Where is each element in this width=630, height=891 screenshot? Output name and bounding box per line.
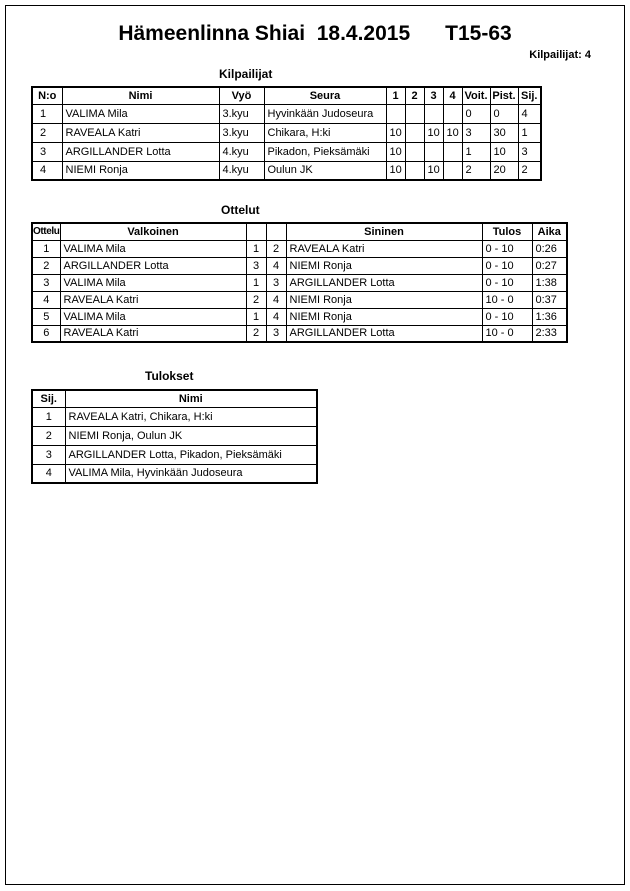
page-title: Hämeenlinna Shiai 18.4.2015 T15-63 [118, 22, 512, 45]
cell: ARGILLANDER Lotta [62, 142, 219, 161]
table-row [32, 123, 541, 142]
cell: 2:33 [532, 325, 567, 342]
table-row [32, 464, 317, 483]
table-row [32, 445, 317, 464]
cell: 1 [32, 104, 62, 123]
cell: 2 [266, 240, 286, 257]
table-row [32, 308, 567, 325]
cell: Chikara, H:ki [264, 123, 386, 142]
table-row [32, 142, 541, 161]
column-header: N:o [32, 87, 62, 104]
cell: 0:37 [532, 291, 567, 308]
cell: 1 [462, 142, 490, 161]
cell: 3.kyu [219, 123, 264, 142]
table-row [32, 274, 567, 291]
kilpailijat-caption: Kilpailijat [219, 67, 273, 81]
cell: VALIMA Mila [60, 274, 246, 291]
cell [405, 161, 424, 180]
cell: ARGILLANDER Lotta [286, 274, 482, 291]
cell: 2 [462, 161, 490, 180]
column-header: 1 [386, 87, 405, 104]
column-header: Valkoinen [60, 223, 246, 240]
cell [405, 104, 424, 123]
cell [386, 104, 405, 123]
cell: 0:26 [532, 240, 567, 257]
cell: 10 [386, 161, 405, 180]
cell: 4 [266, 308, 286, 325]
cell: ARGILLANDER Lotta, Pikadon, Pieksämäki [65, 445, 317, 464]
cell: 0:27 [532, 257, 567, 274]
cell: 1 [32, 240, 60, 257]
cell [443, 104, 462, 123]
ottelut-table [31, 222, 568, 343]
column-header: Voit. [462, 87, 490, 104]
cell [405, 142, 424, 161]
column-header: Sij. [32, 390, 65, 407]
cell: RAVEALA Katri [286, 240, 482, 257]
cell: 0 - 10 [482, 240, 532, 257]
cell: 0 - 10 [482, 274, 532, 291]
cell: 0 [490, 104, 518, 123]
column-header: Seura [264, 87, 386, 104]
column-header: 3 [424, 87, 443, 104]
cell: ARGILLANDER Lotta [60, 257, 246, 274]
tulokset-caption: Tulokset [145, 369, 194, 383]
cell: 0 - 10 [482, 308, 532, 325]
cell: 10 [424, 123, 443, 142]
cell: NIEMI Ronja [286, 308, 482, 325]
cell: 2 [32, 257, 60, 274]
cell: 4 [266, 291, 286, 308]
column-header: Pist. [490, 87, 518, 104]
cell: 4.kyu [219, 142, 264, 161]
results-sheet [5, 5, 625, 885]
cell: 1 [246, 308, 266, 325]
column-header: Sij. [518, 87, 541, 104]
table-row [32, 291, 567, 308]
competitor-count-label: Kilpailijat: 4 [529, 49, 591, 61]
cell: VALIMA Mila [62, 104, 219, 123]
cell [424, 104, 443, 123]
ottelut-caption: Ottelut [221, 203, 260, 217]
cell: Hyvinkään Judoseura [264, 104, 386, 123]
cell: 1:36 [532, 308, 567, 325]
cell: VALIMA Mila [60, 240, 246, 257]
cell: 3 [32, 445, 65, 464]
table-row [32, 240, 567, 257]
header-row [32, 87, 541, 104]
cell: 1:38 [532, 274, 567, 291]
cell: RAVEALA Katri [62, 123, 219, 142]
cell: 3 [266, 274, 286, 291]
cell: Oulun JK [264, 161, 386, 180]
cell: 3 [246, 257, 266, 274]
cell: 10 - 0 [482, 291, 532, 308]
cell: 4 [518, 104, 541, 123]
cell: 10 [490, 142, 518, 161]
header-row [32, 223, 567, 240]
column-header [246, 223, 266, 240]
cell: 1 [32, 407, 65, 426]
cell: 3.kyu [219, 104, 264, 123]
column-header [266, 223, 286, 240]
cell: Pikadon, Pieksämäki [264, 142, 386, 161]
table-row [32, 257, 567, 274]
column-header: 2 [405, 87, 424, 104]
cell [443, 161, 462, 180]
table-row [32, 407, 317, 426]
header-row [32, 390, 317, 407]
cell [405, 123, 424, 142]
cell: 0 - 10 [482, 257, 532, 274]
cell: 1 [518, 123, 541, 142]
cell: 10 [386, 142, 405, 161]
column-header: Vyö [219, 87, 264, 104]
cell: 2 [518, 161, 541, 180]
cell: 1 [246, 274, 266, 291]
column-header: 4 [443, 87, 462, 104]
cell: 3 [266, 325, 286, 342]
cell: 4 [32, 464, 65, 483]
cell: 2 [32, 426, 65, 445]
table-row [32, 104, 541, 123]
cell: 2 [246, 291, 266, 308]
table-row [32, 426, 317, 445]
cell: NIEMI Ronja [286, 257, 482, 274]
cell: NIEMI Ronja [286, 291, 482, 308]
table-row [32, 161, 541, 180]
cell: 4 [266, 257, 286, 274]
column-header: Sininen [286, 223, 482, 240]
cell: NIEMI Ronja, Oulun JK [65, 426, 317, 445]
cell: 10 [386, 123, 405, 142]
cell: 10 - 0 [482, 325, 532, 342]
cell: 6 [32, 325, 60, 342]
cell: 10 [424, 161, 443, 180]
cell [443, 142, 462, 161]
cell: 1 [246, 240, 266, 257]
cell: 4 [32, 291, 60, 308]
column-header: Ottelu [32, 223, 60, 240]
cell: 4 [32, 161, 62, 180]
cell: 20 [490, 161, 518, 180]
cell: 4.kyu [219, 161, 264, 180]
kilpailijat-table [31, 86, 542, 181]
cell: VALIMA Mila, Hyvinkään Judoseura [65, 464, 317, 483]
cell: 3 [462, 123, 490, 142]
cell: 3 [32, 142, 62, 161]
cell: 2 [32, 123, 62, 142]
column-header: Nimi [65, 390, 317, 407]
cell: RAVEALA Katri [60, 325, 246, 342]
tulokset-table [31, 389, 318, 484]
column-header: Aika [532, 223, 567, 240]
cell: 3 [518, 142, 541, 161]
cell: RAVEALA Katri, Chikara, H:ki [65, 407, 317, 426]
cell [424, 142, 443, 161]
cell: NIEMI Ronja [62, 161, 219, 180]
cell: 3 [32, 274, 60, 291]
cell: RAVEALA Katri [60, 291, 246, 308]
cell: 5 [32, 308, 60, 325]
cell: 30 [490, 123, 518, 142]
cell: ARGILLANDER Lotta [286, 325, 482, 342]
cell: VALIMA Mila [60, 308, 246, 325]
cell: 0 [462, 104, 490, 123]
column-header: Tulos [482, 223, 532, 240]
table-row [32, 325, 567, 342]
column-header: Nimi [62, 87, 219, 104]
cell: 2 [246, 325, 266, 342]
cell: 10 [443, 123, 462, 142]
